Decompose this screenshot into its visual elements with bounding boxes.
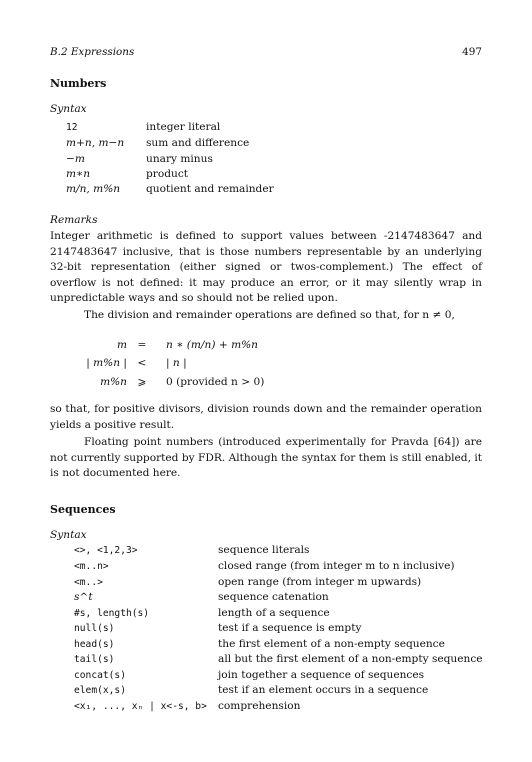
syntax-description: product xyxy=(146,168,189,180)
sequences-syntax-row xyxy=(0,668,532,684)
syntax-description: sum and difference xyxy=(146,137,250,149)
syntax-description: integer literal xyxy=(146,121,221,133)
syntax-form: elem(x,s) xyxy=(74,685,126,696)
sequences-syntax-row xyxy=(0,606,532,622)
equation-rhs: n ∗ (m/n) + m%n xyxy=(166,339,259,351)
equation-lhs: m%n xyxy=(100,376,127,388)
syntax-form: −m xyxy=(66,153,85,165)
sequences-syntax-row xyxy=(0,559,532,575)
syntax-form: <m..> xyxy=(74,577,103,588)
equation-lhs: m xyxy=(116,339,127,351)
sequences-syntax-row xyxy=(0,621,532,637)
syntax-form: concat(s) xyxy=(74,670,126,681)
syntax-description: the first element of a non-empty sequence xyxy=(218,638,445,650)
sequences-syntax-row xyxy=(0,699,532,715)
division-result-paragraph xyxy=(50,402,482,433)
syntax-form: m∗n xyxy=(66,168,91,180)
syntax-description: unary minus xyxy=(146,153,213,165)
syntax-description: quotient and remainder xyxy=(146,183,274,195)
equation-relation: < xyxy=(137,357,147,369)
equation-rhs: | n | xyxy=(166,357,187,369)
numbers-syntax-row xyxy=(0,120,532,136)
syntax-description: length of a sequence xyxy=(218,607,330,619)
syntax-description: sequence literals xyxy=(218,544,310,556)
syntax-form: m/n, m%n xyxy=(66,183,121,195)
syntax-description: test if a sequence is empty xyxy=(218,622,362,634)
running-header-section: B.2 Expressions xyxy=(50,46,135,58)
paragraph-text: Integer arithmetic is defined to support values between -2147483647 and 2147483647 inclusive, that is those numbers representable by an underlying 32-bit representation (either signed or twos-complement.) The effect of overflow is not defined: it may produce an error, or it may silently wrap in unpredictable ways and so should not be relied upon. xyxy=(50,230,482,305)
numbers-syntax-row xyxy=(0,182,532,198)
syntax-description: open range (from integer m upwards) xyxy=(218,576,422,588)
equation-relation: ⩾ xyxy=(137,376,147,388)
sequences-syntax-row xyxy=(0,683,532,699)
syntax-form: <>, <1,2,3> xyxy=(74,545,138,556)
numbers-syntax-row xyxy=(0,167,532,183)
syntax-description: all but the first element of a non-empty sequence xyxy=(218,653,483,665)
syntax-description: test if an element occurs in a sequence xyxy=(218,684,429,696)
numbers-syntax-row xyxy=(0,136,532,152)
remarks-label: Remarks xyxy=(50,214,98,226)
equation-lhs: | m%n | xyxy=(86,357,127,369)
syntax-form: <m..n> xyxy=(74,561,109,572)
page-number: 497 xyxy=(462,46,482,58)
paragraph-text: The division and remainder operations are defined so that, for n ≠ 0, xyxy=(84,309,455,321)
syntax-form: tail(s) xyxy=(74,654,115,665)
sequences-syntax-row xyxy=(0,637,532,653)
paragraph-text: so that, for positive divisors, division rounds down and the remainder operation yields a positive result. xyxy=(50,403,482,431)
syntax-description: comprehension xyxy=(218,700,301,712)
syntax-form: #s, length(s) xyxy=(74,608,150,619)
paragraph-text: Floating point numbers (introduced experimentally for Pravda [64]) are not currently supported by FDR. Although the syntax for them is still enabled, it is not documented here. xyxy=(50,436,482,480)
sequences-syntax-row xyxy=(0,575,532,591)
sequences-syntax-row xyxy=(0,652,532,668)
sequences-syntax-row xyxy=(0,590,532,606)
sequences-heading: Sequences xyxy=(50,503,116,516)
division-paragraph xyxy=(50,308,482,324)
sequences-syntax-label: Syntax xyxy=(50,529,87,541)
syntax-form: m+n, m−n xyxy=(66,137,125,149)
sequences-syntax-row xyxy=(0,543,532,559)
equation-rhs: 0 (provided n > 0) xyxy=(166,376,265,388)
syntax-form: null(s) xyxy=(74,623,115,634)
equation-relation: = xyxy=(137,339,147,351)
floating-point-paragraph xyxy=(50,435,482,482)
remarks-overflow-paragraph xyxy=(50,229,482,307)
syntax-form: <x₁, ..., xₙ | x<-s, b> xyxy=(74,701,207,712)
syntax-description: join together a sequence of sequences xyxy=(218,669,425,681)
syntax-form: s^t xyxy=(74,591,93,603)
syntax-form: 12 xyxy=(66,122,78,133)
numbers-heading: Numbers xyxy=(50,77,107,90)
numbers-syntax-row xyxy=(0,152,532,168)
syntax-form: head(s) xyxy=(74,639,115,650)
syntax-description: closed range (from integer m to n inclusive) xyxy=(218,560,455,572)
numbers-syntax-label: Syntax xyxy=(50,103,87,115)
syntax-description: sequence catenation xyxy=(218,591,329,603)
